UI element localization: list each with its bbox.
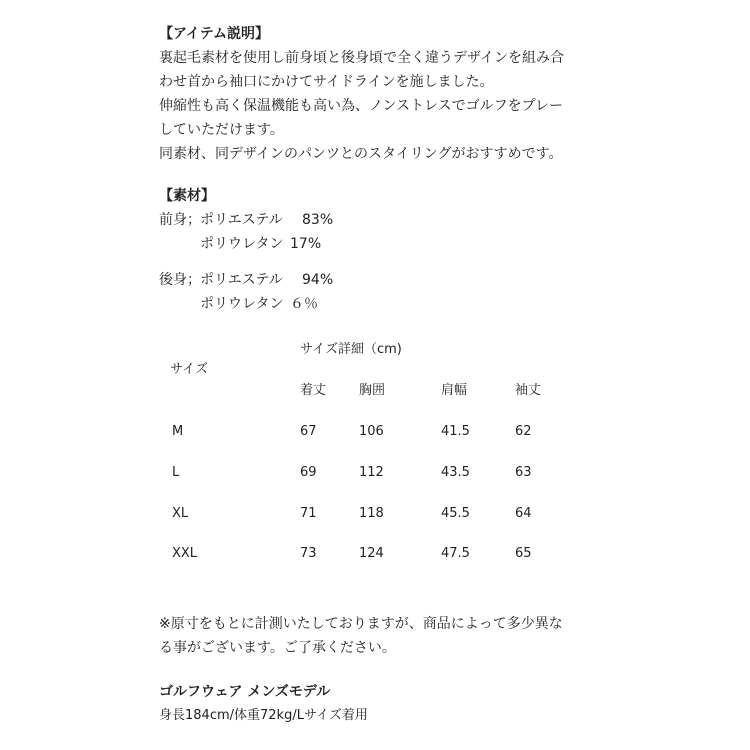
size-cell: M [172,424,184,439]
table-cell: 43.5 [441,465,470,480]
column-header: 胸囲 [359,383,386,398]
size-label: サイズ [170,362,208,377]
item-description-line: 伸縮性も高く保温機能も高い為、ノンストレスでゴルフをプレー [159,98,564,114]
item-description-line: 同素材、同デザインのパンツとのスタイリングがおすすめです。 [159,146,563,162]
table-cell: 71 [300,506,317,521]
material-row-front-2 [159,232,599,256]
size-detail-label: サイズ詳細（cm) [300,342,402,357]
table-cell: 118 [359,506,384,521]
size-cell: XL [172,506,189,521]
table-cell: 65 [515,546,532,561]
note-section [159,612,599,660]
table-cell: 124 [359,546,384,561]
table-cell: 41.5 [441,424,470,439]
model-info: 身長184cm/体重72kg/Lサイズ着用 [159,708,368,723]
material-row-back-1 [159,268,599,292]
size-cell: L [172,465,180,480]
model-section [159,680,599,728]
column-header: 袖丈 [515,383,542,398]
item-description-line: わせ首から袖口にかけてサイドラインを施しました。 [159,74,494,90]
materials-heading: 【素材】 [159,188,215,204]
note-line: る事がございます。ご了承ください。 [159,640,396,656]
item-description-line: していただけます。 [159,122,284,138]
column-header: 着丈 [300,383,327,398]
item-description-section [159,22,599,166]
material-percent: ６％ [290,296,318,312]
note-line: ※原寸をもとに計測いたしておりますが、商品によって多少異な [159,616,563,632]
material-back-label: 後身； [159,272,201,288]
material-front-label: 前身； [159,212,201,228]
material-name: ポリウレタン [200,296,284,312]
table-cell: 106 [359,424,384,439]
material-percent: 83% [302,212,334,228]
material-row-front-1 [159,208,599,232]
table-cell: 63 [515,465,532,480]
table-cell: 67 [300,424,317,439]
material-name: ポリウレタン [200,236,284,252]
item-description-line: 裏起毛素材を使用し前身頃と後身頃で全く違うデザインを組み合 [159,50,565,66]
column-header: 肩幅 [441,383,468,398]
table-cell: 112 [359,465,384,480]
size-cell: XXL [172,546,198,561]
material-percent: 17% [290,236,322,252]
material-row-back-2 [159,292,599,316]
size-table [159,337,579,577]
table-cell: 45.5 [441,506,470,521]
material-name: ポリエステル [200,212,283,228]
table-cell: 47.5 [441,546,470,561]
materials-section [159,184,599,316]
table-cell: 64 [515,506,532,521]
table-cell: 69 [300,465,317,480]
table-cell: 62 [515,424,532,439]
material-name: ポリエステル [200,272,283,288]
table-cell: 73 [300,546,317,561]
material-spacer [159,256,599,268]
model-heading: ゴルフウェア メンズモデル [159,684,331,700]
item-description-heading: 【アイテム説明】 [159,26,270,42]
material-percent: 94% [302,272,334,288]
